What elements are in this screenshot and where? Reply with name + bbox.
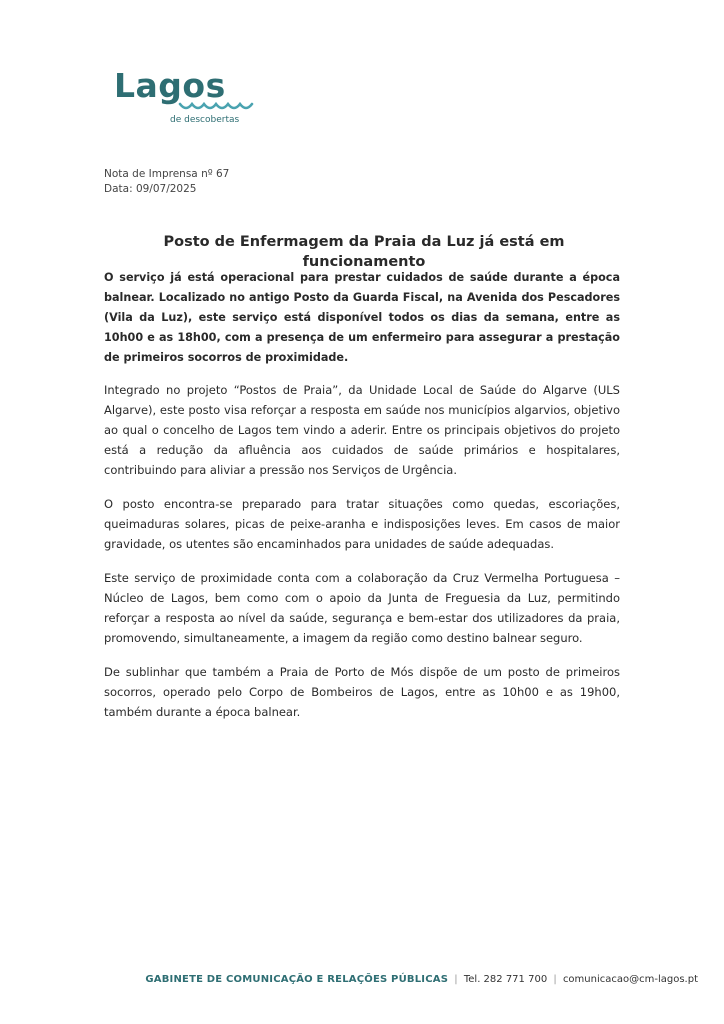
footer-separator: | <box>454 974 458 985</box>
waves-icon <box>178 100 256 114</box>
paragraph: O posto encontra-se preparado para tratar situações como quedas, escoriações, queimaduras solares, picas de peixe-aranha e indisposições leves. Em casos de maior gravidade, os utentes são encaminhados para unidades de saúde adequadas. <box>104 497 620 551</box>
paragraph: Este serviço de proximidade conta com a colaboração da Cruz Vermelha Portuguesa – Núcleo de Lagos, bem como com o apoio da Junta de Freguesia da Luz, permitindo reforçar a resposta ao nível da saúde, segurança e bem-estar dos utilizadores da praia, promovendo, simultaneamente, a imagem da região como destino balnear seguro. <box>104 571 620 645</box>
footer-department: GABINETE DE COMUNICAÇÃO E RELAÇÕES PÚBLICAS <box>145 974 449 985</box>
paragraph: De sublinhar que também a Praia de Porto de Mós dispõe de um posto de primeiros socorros, operado pelo Corpo de Bombeiros de Lagos, entre as 10h00 e as 19h00, também durante a época balnear. <box>104 665 620 719</box>
logo-wordmark: Lagos <box>114 66 226 105</box>
footer-separator: | <box>553 974 557 985</box>
press-date: Data: 09/07/2025 <box>104 183 197 195</box>
lagos-logo <box>114 66 264 130</box>
logo-tagline: de descobertas <box>170 115 240 125</box>
press-meta <box>104 167 229 197</box>
article-body <box>104 268 620 736</box>
press-note-number: Nota de Imprensa nº 67 <box>104 168 230 180</box>
paragraph: Integrado no projeto “Postos de Praia”, da Unidade Local de Saúde do Algarve (ULS Algarve), este posto visa reforçar a resposta em saúde nos municípios algarvios, objetivo ao qual o concelho de Lagos tem vindo a aderir. Entre os principais objetivos do projeto está a redução da afluência aos cuidados de saúde primários e hospitalares, contribuindo para aliviar a pressão nos Serviços de Urgência. <box>104 383 620 477</box>
footer-email[interactable]: comunicacao@cm-lagos.pt <box>562 974 698 985</box>
page-footer <box>145 973 698 987</box>
footer-phone: Tel. 282 771 700 <box>463 974 548 985</box>
lead-paragraph: O serviço já está operacional para prestar cuidados de saúde durante a época balnear. Localizado no antigo Posto da Guarda Fiscal, na Avenida dos Pescadores (Vila da Luz), este serviço está disponível todos os dias da semana, entre as 10h00 e as 18h00, com a presença de um enfermeiro para assegurar a prestação de primeiros socorros de proximidade. <box>104 271 620 364</box>
page-title: Posto de Enfermagem da Praia da Luz já está em funcionamento <box>163 234 565 270</box>
